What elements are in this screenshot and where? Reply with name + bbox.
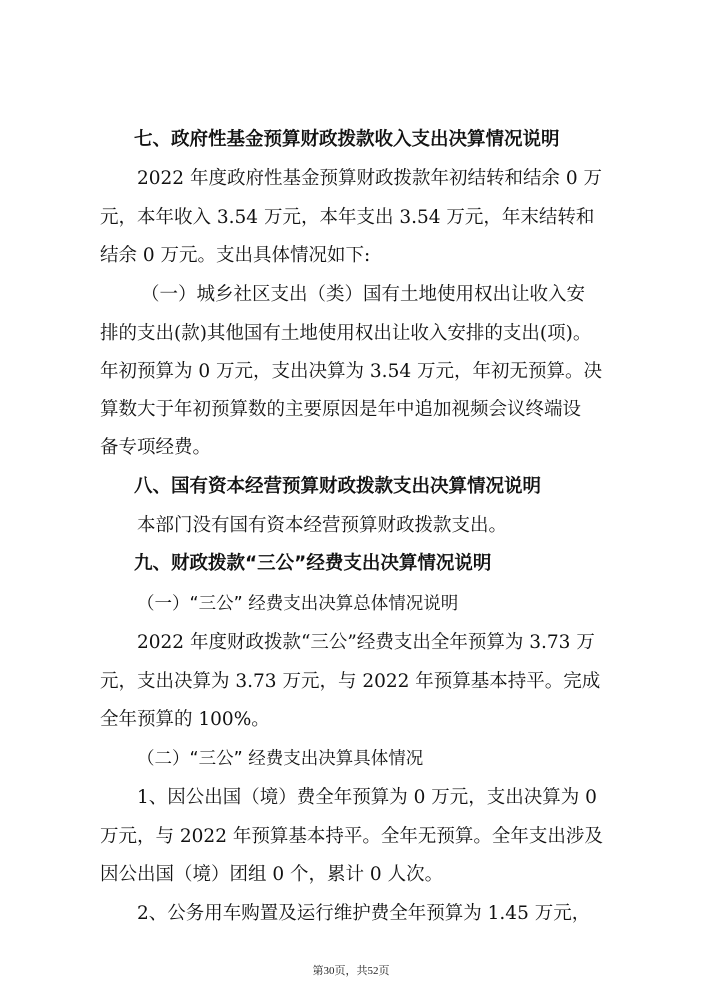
section-heading-8: 八、国有资本经营预算财政拨款支出决算情况说明 xyxy=(134,476,542,497)
paragraph-line: 结余 0 万元。支出具体情况如下: xyxy=(100,245,371,266)
paragraph-line: 因公出国（境）团组 0 个，累计 0 人次。 xyxy=(100,864,444,885)
section-heading-9: 九、财政拨款“三公”经费支出决算情况说明 xyxy=(134,553,492,574)
paragraph-line: 2022 年度政府性基金预算财政拨款年初结转和结余 0 万 xyxy=(137,168,602,189)
page-number-footer: 第30页，共52页 xyxy=(312,965,390,977)
paragraph-line: 元，本年收入 3.54 万元，本年支出 3.54 万元，年末结转和 xyxy=(100,207,595,228)
paragraph-line: 排的支出(款)其他国有土地使用权出让收入安排的支出(项)。 xyxy=(100,323,592,344)
paragraph-line: 年初预算为 0 万元，支出决算为 3.54 万元，年初无预算。决 xyxy=(100,361,602,382)
paragraph-line: 备专项经费。 xyxy=(100,437,212,458)
paragraph-line: 本部门没有国有资本经营预算财政拨款支出。 xyxy=(137,515,508,536)
paragraph-line: 2、公务用车购置及运行维护费全年预算为 1.45 万元， xyxy=(137,903,591,924)
paragraph-line: 2022 年度财政拨款“三公”经费支出全年预算为 3.73 万 xyxy=(137,632,595,653)
paragraph-line: 全年预算的 100%。 xyxy=(100,709,270,730)
paragraph-line: 万元，与 2022 年预算基本持平。全年无预算。全年支出涉及 xyxy=(100,826,603,847)
section-heading-7: 七、政府性基金预算财政拨款收入支出决算情况说明 xyxy=(134,129,560,150)
subsection-heading-1: （一）“三公” 经费支出决算总体情况说明 xyxy=(137,594,459,614)
subsection-heading-2: （二）“三公” 经费支出决算具体情况 xyxy=(137,749,424,769)
paragraph-line: 元，支出决算为 3.73 万元，与 2022 年预算基本持平。完成 xyxy=(100,671,601,692)
paragraph-line: （一）城乡社区支出（类）国有土地使用权出让收入安 xyxy=(141,284,586,305)
paragraph-line: 1、因公出国（境）费全年预算为 0 万元，支出决算为 0 xyxy=(137,787,597,808)
paragraph-line: 算数大于年初预算数的主要原因是年中追加视频会议终端设 xyxy=(100,399,582,420)
